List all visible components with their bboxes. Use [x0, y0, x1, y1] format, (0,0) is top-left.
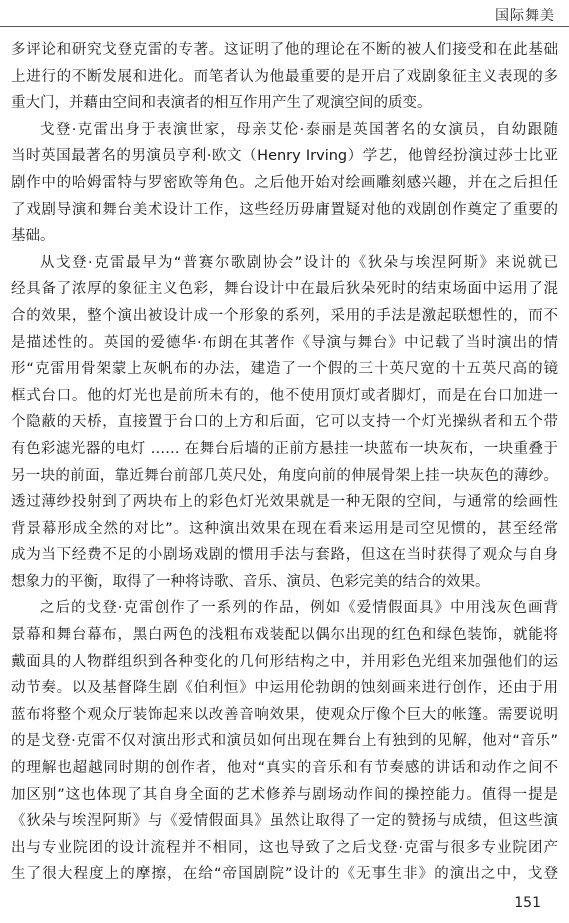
text-line: 上进行的不断发展和进化。而笔者认为他最重要的是开启了戏剧象征主义表现的多: [11, 68, 558, 85]
text-line: 从戈登·克雷最早为“普赛尔歌剧协会”设计的《狄朵与埃涅阿斯》来说就已: [40, 254, 558, 271]
running-header-title: 国际舞美: [495, 8, 555, 24]
text-line: 的理解也超越同时期的创作者，他对“真实的音乐和有节奏感的讲话和动作之间不: [11, 760, 558, 777]
text-line: 当时英国最著名的男演员亨利·欧文（Henry Irving）学艺，他曾经扮演过莎士比亚: [11, 148, 558, 165]
text-line: 出与专业院团的设计流程并不相同，这也导致了之后戈登·克雷与很多专业院团产: [11, 839, 558, 856]
paragraph-1: [11, 37, 558, 117]
text-line: 经具备了浓厚的象征主义色彩，舞台设计中在最后狄朵死时的结束场面中运用了混: [11, 281, 558, 298]
text-line: 多评论和研究戈登克雷的专著。这证明了他的理论在不断的被人们接受和在此基础: [11, 42, 558, 58]
text-line: 《狄朵与埃涅阿斯》与《爱情假面具》虽然让取得了一定的赞扬与成绩，但这些演: [11, 813, 558, 830]
text-line: 蓝布将整个观众厅装饰起来以改善音响效果，使观众厅像个巨大的帐篷。需要说明: [11, 706, 558, 723]
text-line: 动节奏。以及基督降生剧《伯利恒》中运用伦勃朗的蚀刻画来进行创作，还由于用: [11, 680, 558, 697]
text-line: 的是戈登·克雷不仅对演出形式和演员如何出现在舞台上有独到的见解，他对“音乐”: [11, 733, 558, 750]
text-line: 有色彩滤光器的电灯 …… 在舞台后墙的正前方悬挂一块蓝布一块灰布，一块重叠于: [11, 440, 558, 457]
paragraph-4: [11, 595, 558, 888]
text-line: 透过薄纱投射到了两块布上的彩色灯光效果就是一种无限的空间，与通常的绘画性: [11, 494, 558, 511]
text-line: 合的效果，整个演出被设计成一个形象的系列，采用的手法是激起联想性的，而不: [11, 307, 558, 324]
body-text: [11, 37, 558, 888]
text-line: 另一块的前面，靠近舞台前部几英尺处，角度向前的伸展骨架上挂一块灰色的薄纱。: [11, 467, 558, 484]
running-header: [0, 0, 569, 26]
text-line: 是描述性的。英国的爱德华·布朗在其著作《导演与舞台》中记载了当时演出的情: [11, 334, 558, 351]
page-number: 151: [514, 895, 541, 911]
text-line: 形“克雷用骨架蒙上灰帆布的办法，建造了一个假的三十英尺宽的十五英尺高的镜: [11, 361, 558, 378]
text-line: 戴面具的人物群组织到各种变化的几何形结构之中，并用彩色光组来加强他们的运: [11, 653, 558, 670]
text-line: 想象力的平衡，取得了一种将诗歌、音乐、演员、色彩完美的结合的效果。: [11, 573, 490, 590]
text-line: 戈登·克雷出身于表演世家，母亲艾伦·泰丽是英国著名的女演员，自幼跟随: [40, 121, 558, 138]
paragraph-3: [11, 250, 558, 596]
text-line: 之后的戈登·克雷创作了一系列的作品，例如《爱情假面具》中用浅灰色画背: [40, 600, 558, 617]
paragraph-2: [11, 117, 558, 250]
text-line: 成为当下经费不足的小剧场戏剧的惯用手法与套路，但这在当时获得了观众与自身: [11, 547, 558, 564]
text-line: 背景幕形成全然的对比”。这种演出效果在现在看来运用是司空见惯的，甚至经常: [11, 520, 558, 537]
header-divider: [0, 26, 569, 27]
text-line: 了戏剧导演和舞台美术设计工作，这些经历毋庸置疑对他的戏剧创作奠定了重要的: [11, 201, 558, 218]
text-line: 生了很大程度上的摩擦，在给“帝国剧院”设计的《无事生非》的演出之中，戈登: [11, 866, 558, 883]
text-line: 基础。: [11, 228, 55, 245]
text-line: 框式台口。他的灯光也是前所未有的，他不使用顶灯或者脚灯，而是在台口加进一: [11, 387, 558, 404]
text-line: 剧作中的哈姆雷特与罗密欧等角色。之后他开始对绘画雕刻感兴趣，并在之后担任: [11, 174, 558, 191]
text-line: 景幕和舞台幕布，黑白两色的浅粗布戏装配以偶尔出现的红色和绿色装饰，就能将: [11, 627, 558, 644]
text-line: 个隐蔽的天桥，直接置于台口的上方和后面，它可以支持一个灯光操纵者和五个带: [11, 414, 558, 431]
text-line: 重大门，并藉由空间和表演者的相互作用产生了观演空间的质变。: [11, 95, 432, 112]
text-line: 加区别”这也体现了其自身全面的艺术修养与剧场动作间的操控能力。值得一提是: [11, 786, 558, 803]
